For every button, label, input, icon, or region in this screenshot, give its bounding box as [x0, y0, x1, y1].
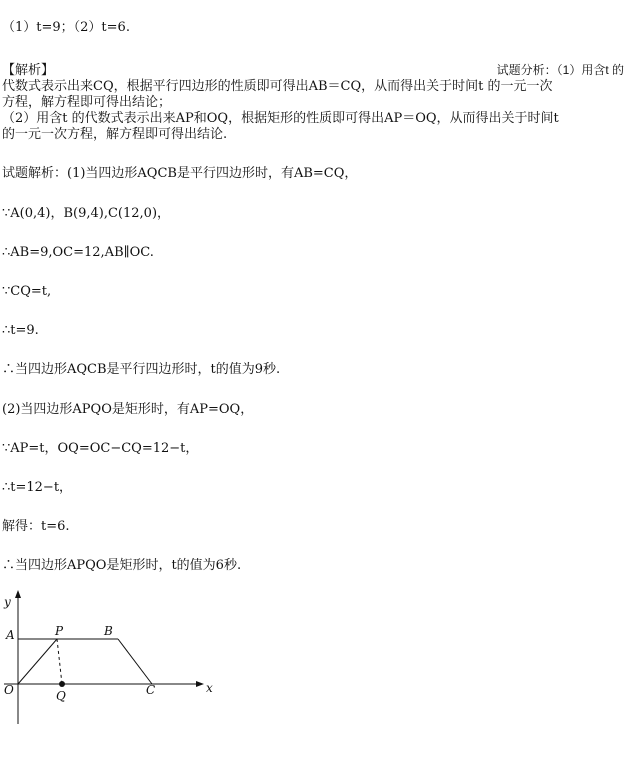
label-x: x [206, 681, 213, 695]
solution-line-10: 解得：t=6. [2, 519, 70, 534]
label-y: y [4, 595, 11, 609]
label-b: B [104, 624, 113, 638]
x-axis-arrow [196, 681, 204, 687]
y-axis-arrow [15, 590, 21, 598]
solution-line-6: ∴当四边形AQCB是平行四边形时，t的值为9秒. [2, 362, 281, 377]
label-c: C [146, 683, 156, 697]
label-q: Q [56, 689, 66, 703]
solution-line-1: 试题解析：(1)当四边形AQCB是平行四边形时，有AB=CQ， [2, 166, 358, 181]
point-q-dot [59, 681, 65, 687]
analysis-p2-line2: 的一元一次方程，解方程即可得出结论. [2, 127, 228, 142]
solution-line-7: (2)当四边形APQO是矩形时，有AP=OQ， [2, 402, 254, 417]
label-a: A [6, 628, 15, 642]
analysis-p1-line1: 代数式表示出来CQ，根据平行四边形的性质即可得出AB＝CQ，从而得出关于时间t 的一元一次 [2, 79, 553, 94]
segment-op [18, 639, 57, 684]
analysis-header [2, 62, 628, 79]
analysis-p1-line2: 方程，解方程即可得出结论； [2, 95, 172, 110]
segment-bc [118, 639, 152, 684]
segment-pq [57, 639, 62, 684]
analysis-heading: 试题分析：（1）用含t 的 [496, 63, 624, 77]
answer-line: （1）t=9；（2）t=6. [2, 20, 130, 35]
solution-line-3: ∴AB=9,OC=12,AB∥OC. [2, 245, 154, 260]
solution-line-8: ∵AP=t，OQ=OC−CQ=12−t， [2, 441, 199, 456]
analysis-p2-line1: （2）用含t 的代数式表示出来AP和OQ，根据矩形的性质即可得出AP＝OQ，从而得出关于时间t [2, 111, 559, 126]
analysis-tag: 【解析】 [2, 62, 55, 77]
label-p: P [55, 624, 64, 638]
solution-line-5: ∴t=9. [2, 323, 39, 338]
geometry-figure [0, 588, 230, 728]
solution-line-9: ∴t=12−t， [2, 480, 73, 495]
solution-line-2: ∵A(0,4)，B(9,4),C(12,0)， [2, 206, 171, 221]
solution-line-4: ∵CQ=t, [2, 284, 52, 299]
solution-line-11: ∴当四边形APQO是矩形时，t的值为6秒. [2, 558, 242, 573]
label-o: O [4, 683, 14, 697]
